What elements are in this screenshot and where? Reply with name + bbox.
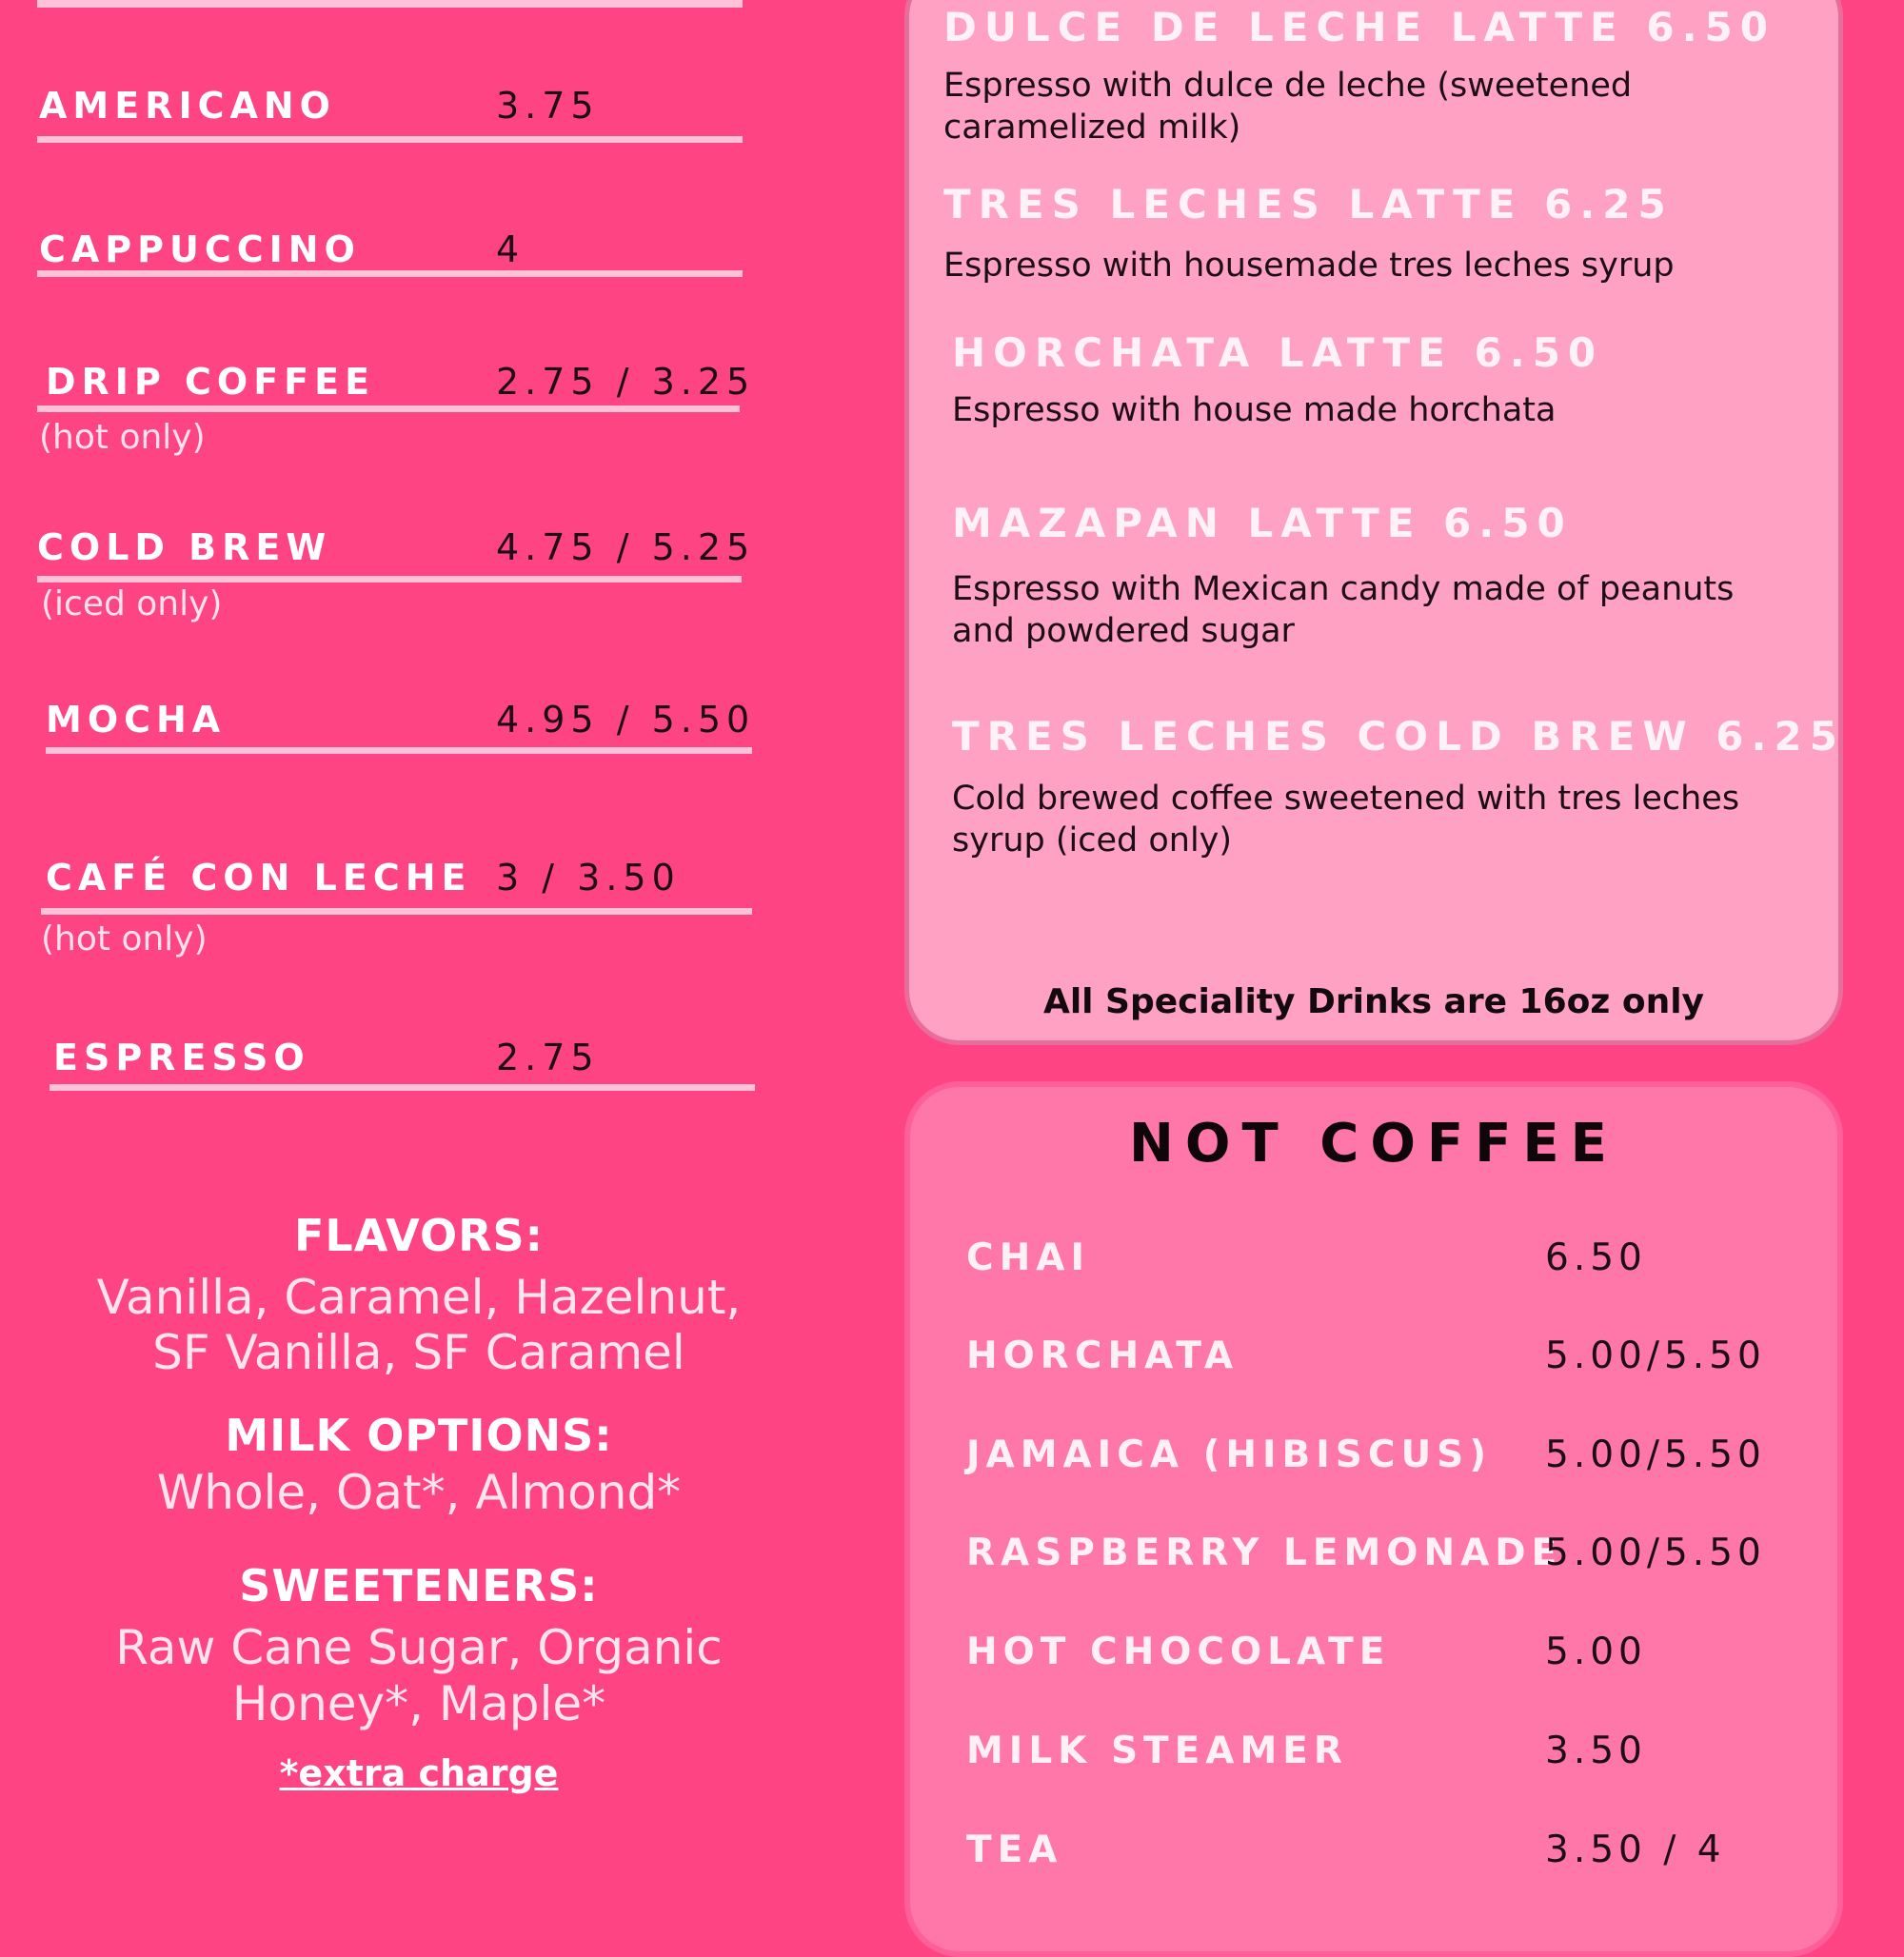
specialty-item-title: TRES LECHES COLD BREW 6.25 (952, 713, 1845, 760)
item-name: CHAI (966, 1236, 1090, 1279)
specialty-footnote: All Speciality Drinks are 16oz only (1042, 982, 1705, 1021)
item-price: 4.75 / 5.25 (496, 526, 756, 568)
specialty-item-title: MAZAPAN LATTE 6.50 (952, 500, 1573, 546)
item-note: (hot only) (39, 418, 206, 457)
specialty-item-desc-line-2: caramelized milk) (943, 109, 1241, 147)
specialty-item-title: HORCHATA LATTE 6.50 (952, 329, 1604, 376)
item-name: CAPPUCCINO (39, 228, 361, 270)
item-divider (46, 747, 752, 754)
specialty-item-title: DULCE DE LECHE LATTE 6.50 (943, 4, 1775, 50)
flavors-heading: FLAVORS: (293, 1210, 545, 1261)
item-name: MOCHA (46, 699, 227, 741)
item-price: 3.50 (1545, 1730, 1647, 1772)
item-price: 2.75 / 3.25 (496, 361, 756, 403)
item-name: HOT CHOCOLATE (966, 1631, 1391, 1673)
specialty-item-desc-line-1: Espresso with house made horchata (952, 391, 1557, 429)
item-price: 3.75 (496, 85, 600, 127)
item-divider (41, 908, 752, 915)
specialty-item-desc-line-1: Espresso with dulce de leche (sweetened (943, 67, 1633, 105)
item-divider (37, 405, 740, 412)
specialty-item-desc-line-2: and powdered sugar (952, 612, 1295, 650)
item-divider (37, 270, 743, 277)
sweeteners-line-2: Honey*, Maple* (231, 1676, 606, 1731)
item-note: (iced only) (41, 584, 223, 623)
item-name: AMERICANO (39, 85, 336, 127)
specialty-item-desc-line-2: syrup (iced only) (952, 821, 1233, 860)
milk-options-line: Whole, Oat*, Almond* (156, 1465, 682, 1520)
item-price: 6.50 (1545, 1236, 1647, 1279)
item-name: RASPBERRY LEMONADE (966, 1532, 1563, 1574)
flavors-line-1: Vanilla, Caramel, Hazelnut, (96, 1270, 742, 1325)
milk-options-heading: MILK OPTIONS: (225, 1410, 613, 1461)
specialty-item-desc-line-1: Cold brewed coffee sweetened with tres leches (952, 780, 1740, 818)
flavors-line-2: SF Vanilla, SF Caramel (152, 1325, 685, 1380)
item-price: 5.00/5.50 (1545, 1334, 1766, 1377)
item-name: JAMAICA (HIBISCUS) (966, 1433, 1493, 1476)
item-price: 4 (496, 228, 526, 270)
not-coffee-panel (904, 1081, 1843, 1957)
item-price: 3 / 3.50 (496, 857, 681, 899)
item-divider (37, 136, 743, 143)
item-divider (50, 1084, 755, 1091)
item-note: (hot only) (41, 919, 208, 959)
item-name: ESPRESSO (53, 1037, 310, 1078)
extra-charge-note: *extra charge (279, 1752, 559, 1794)
item-name: MILK STEAMER (966, 1730, 1348, 1772)
specialty-item-title: TRES LECHES LATTE 6.25 (943, 181, 1674, 227)
item-name: CAFÉ CON LECHE (46, 857, 472, 899)
item-price: 3.50 / 4 (1545, 1829, 1726, 1871)
sweeteners-heading: SWEETENERS: (239, 1560, 599, 1611)
top-divider (37, 0, 743, 8)
specialty-item-desc-line-1: Espresso with Mexican candy made of peanuts (952, 570, 1735, 608)
item-divider (37, 576, 742, 583)
item-name: COLD BREW (37, 526, 332, 568)
sweeteners-line-1: Raw Cane Sugar, Organic (115, 1620, 723, 1675)
item-name: HORCHATA (966, 1334, 1239, 1377)
item-price: 5.00 (1545, 1631, 1647, 1673)
item-price: 2.75 (496, 1037, 600, 1078)
item-name: DRIP COFFEE (46, 361, 376, 403)
item-price: 5.00/5.50 (1545, 1433, 1766, 1476)
not-coffee-heading: NOT COFFEE (1129, 1113, 1618, 1175)
item-name: TEA (966, 1829, 1063, 1871)
item-price: 5.00/5.50 (1545, 1532, 1766, 1574)
item-price: 4.95 / 5.50 (496, 699, 756, 741)
specialty-item-desc-line-1: Espresso with housemade tres leches syrup (943, 247, 1675, 285)
